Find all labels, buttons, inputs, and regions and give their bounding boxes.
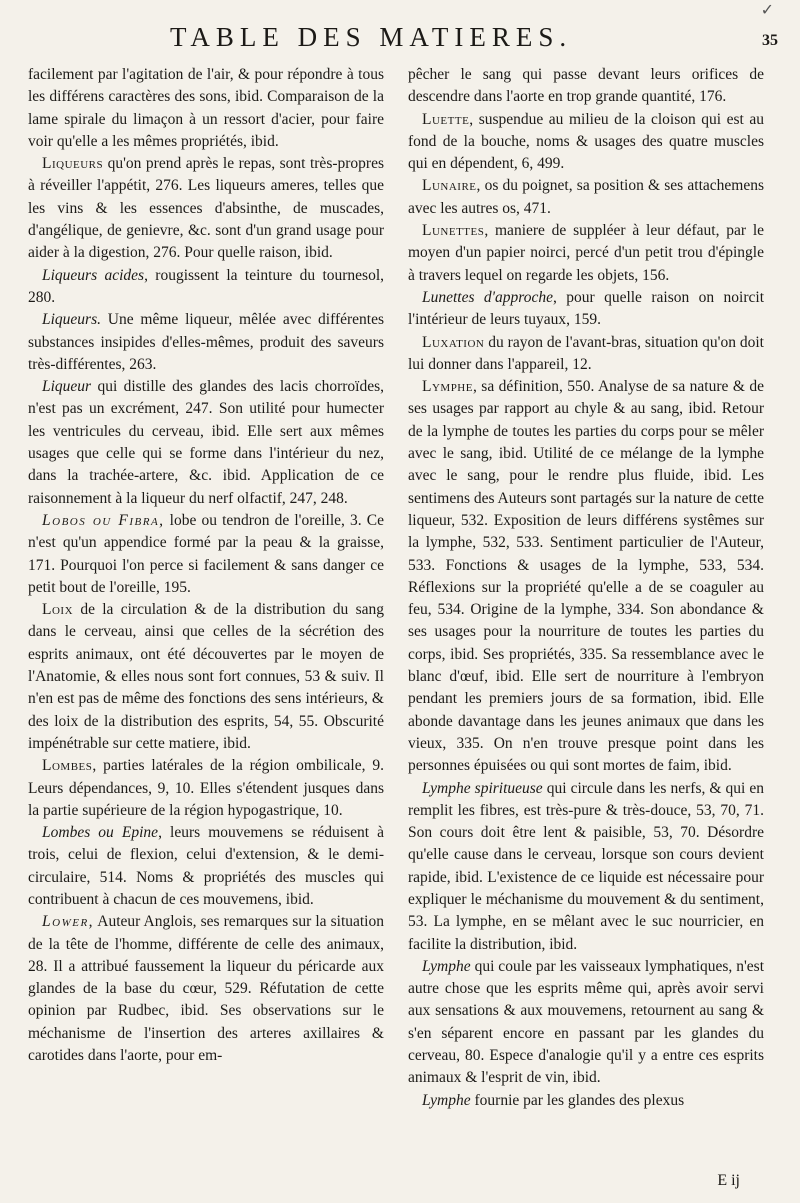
entry-text: facilement par l'agitation de l'air, & pour répondre à tous les différens caractères des sons, ibid. Comparaison de la lame spirale du limaçon à un ressort d'acier, pour faire voir qu'elle a les mêmes propriétés, ibid.	[28, 66, 384, 150]
entry-text: lobe ou tendron de l'oreille, 3. Ce n'est qu'un appendice formé par la peau & la graisse, 171. Pourquoi l'on perce si facilement & sans danger ce petit bout de l'oreille, 195.	[28, 511, 385, 596]
index-entry	[408, 956, 764, 1090]
check-icon: ✓	[760, 0, 774, 19]
entry-text: Auteur Anglois, ses remarques sur la situation de la tête de l'homme, différente de celle des animaux, 28. Il a attribué faussement la liqueur du péricarde aux glandes de la base du cœur, 529. Réfutation de cette opinion par Rudbec, ibid. Ses observations sur le méchanisme de l'insertion des arteres axillaires & carotides dans l'aorte, pour em-	[28, 913, 384, 1065]
index-entry	[28, 64, 384, 153]
index-entry	[408, 376, 764, 777]
entry-text: qui distille des glandes des lacis chorroïdes, n'est pas un excrément, 247. Son utilité pour humecter les ventricules du cerveau, ibid. Elle sert aux mêmes usages que celle qui se forme dans l'intérieur du nez, dans la trachée-artere, &c. ibid. Application de ce raisonnement à la liqueur du nerf olfactif, 247, 248.	[28, 378, 384, 507]
index-entry	[28, 510, 384, 599]
index-entry	[28, 376, 384, 510]
page-header	[28, 14, 780, 50]
index-entry	[28, 265, 384, 310]
index-entry	[408, 175, 764, 220]
page-number: 35	[762, 32, 778, 49]
entry-headword: Lunettes	[422, 222, 485, 240]
signature-mark: E ij	[717, 1172, 740, 1189]
entry-text: du rayon de l'avant-bras, situation qu'on doit lui donner dans l'appareil, 12.	[408, 333, 764, 373]
entry-headword: Lunettes d'approche	[422, 288, 553, 306]
index-entry	[408, 109, 764, 176]
entry-text: pêcher le sang qui passe devant leurs orifices de descendre dans l'aorte en trop grande quantité, 176.	[408, 66, 764, 106]
index-entry	[28, 755, 384, 822]
entry-text: de la circulation & de la distribution du sang dans le cerveau, ainsi que celles de la sécrétion des esprits animaux, ont été découvertes par le moyen de l'Anatomie, & elles nous sont fort connues, 53 & suiv. Il n'en est pas de même des fonctions des sens intérieurs, & des loix de la distribution des esprits, 54, 55. Obscurité impénétrable sur cette matiere, ibid.	[28, 601, 384, 752]
running-title: TABLE DES MATIERES.	[170, 22, 573, 52]
index-entry	[408, 332, 764, 377]
entry-text: qui circule dans les nerfs, & qui en remplit les fibres, est très-pure & très-douce, 53, 70, 71. Son cours doit être lent & paisible, 53, 70. Désordre qu'elle cause dans le cerveau, lorsque son cours devient rapide, ibid. L'existence de ce liquide est nécessaire pour expliquer le méchanisme du mouvement & du sentiment, 53. La lymphe, en se mêlant avec le suc nourricier, en facilite la distribution, ibid.	[408, 779, 765, 953]
entry-headword: Lower,	[42, 913, 95, 931]
entry-text: , os du poignet, sa position & ses attachemens avec les autres os, 471.	[408, 177, 764, 217]
entry-text: , suspendue au milieu de la cloison qui est au fond de la bouche, noms & usages des quatre muscles qui en dépendent, 6, 499.	[408, 110, 764, 173]
index-entry	[408, 287, 764, 332]
entry-headword: Liqueurs	[42, 155, 104, 173]
entry-headword: Liqueurs.	[42, 311, 101, 329]
entry-text: , rougissent la teinture du tournesol, 280.	[28, 266, 385, 306]
entry-headword: Lombes ou Epine	[42, 824, 159, 842]
entry-headword: Lymphe	[422, 378, 473, 396]
index-entry	[408, 64, 764, 109]
entry-headword: Liqueur	[42, 378, 92, 396]
entry-text: qui coule par les vaisseaux lymphatiques, n'est autre chose que les esprits même qui, après avoir servi aux sensations & aux mouvemens, retournent au sang & s'en séparent encore en passant par les glandes du cerveau, 80. Espece d'analogie qu'il y a entre ces esprits animaux & l'esprit de vin, ibid.	[408, 957, 764, 1087]
entry-text: , maniere de suppléer à leur défaut, par le moyen d'un papier noirci, percé d'un petit trou d'épingle à travers lequel on regarde les objets, 156.	[408, 222, 764, 284]
entry-headword: Lobos ou Fibra,	[42, 511, 165, 529]
entry-headword: Luette	[422, 110, 470, 128]
entry-text: , leurs mouvemens se réduisent à trois, celui de flexion, celui d'extension, & le demi-circulaire, 514. Noms & propriétés des muscles qui contribuent à chacun de ces mouvemens, ibid.	[28, 824, 385, 908]
index-entry	[28, 599, 384, 755]
index-entry	[408, 778, 764, 956]
entry-headword: Luxation	[422, 333, 485, 351]
entry-headword: Liqueurs acides	[42, 266, 145, 284]
entry-text: fournie par les glandes des plexus	[470, 1091, 685, 1109]
index-entry	[28, 911, 384, 1067]
entry-headword: Lombes	[42, 757, 93, 775]
entry-text: qu'on prend après le repas, sont très-propres à réveiller l'appétit, 276. Les liqueurs ameres, telles que les vins & les essences d'absinthe, de muscades, d'angélique, de genievre, &c. sont d'un grand usage pour aider à la digestion, 276. Pour quelle raison, ibid.	[28, 155, 384, 262]
entry-text: , parties latérales de la région ombilicale, 9. Leurs dépendances, 9, 10. Elles s'étendent jusques dans la partie supérieure de la région hypogastrique, 10.	[28, 757, 384, 819]
index-entry	[28, 822, 384, 911]
left-column	[28, 64, 384, 1067]
book-page	[28, 14, 780, 1194]
entry-text: Une même liqueur, mêlée avec différentes substances insipides d'elles-mêmes, produit des saveurs très-différentes, 263.	[28, 311, 384, 373]
entry-headword: Lymphe	[422, 957, 471, 975]
index-entry	[408, 220, 764, 287]
entry-text: , sa définition, 550. Analyse de sa nature & de ses usages par rapport au chyle & au sang, ibid. Retour de la lymphe de toutes les parties du corps pour se mêler avec le sang, ibid. Utilité de ce mélange de la lymphe avec le sang, pour le rendre plus fluide, ibid. Les sentimens des Auteurs sont partagés sur la nature de cette liqueur, 532. Exposition de leurs différens systêmes sur la lymphe, 532, 533. Sentiment particulier de l'Auteur, 533. Fonctions & usages de la lymphe, 533, 534. Réflexions sur la propriété qu'elle a de se coaguler au feu, 534. Origine de la lymphe, 334. Son abondance & ses usages pour la nourriture de toutes les parties du corps, ibid. Ses propriétés, 335. Sa ressemblance avec le blanc d'œuf, ibid. Elle sert de nourriture à l'embryon pendant les premiers jours de sa formation, ibid. Elle abonde davantage dans les jeunes animaux que dans les vieux, 335. On n'en trouve presque point dans les personnes épuisées ou qui sont mortes de faim, ibid.	[408, 378, 764, 775]
index-entry	[28, 153, 384, 264]
entry-headword: Lunaire	[422, 177, 477, 195]
index-entry	[28, 309, 384, 376]
index-entry	[408, 1090, 764, 1112]
entry-text: , pour quelle raison on noircit l'intérieur de leurs tuyaux, 159.	[408, 288, 764, 329]
entry-headword: Loix	[42, 601, 74, 619]
entry-headword: Lymphe spiritueuse	[422, 779, 543, 797]
entry-headword: Lymphe	[422, 1091, 471, 1109]
right-column	[408, 64, 764, 1112]
